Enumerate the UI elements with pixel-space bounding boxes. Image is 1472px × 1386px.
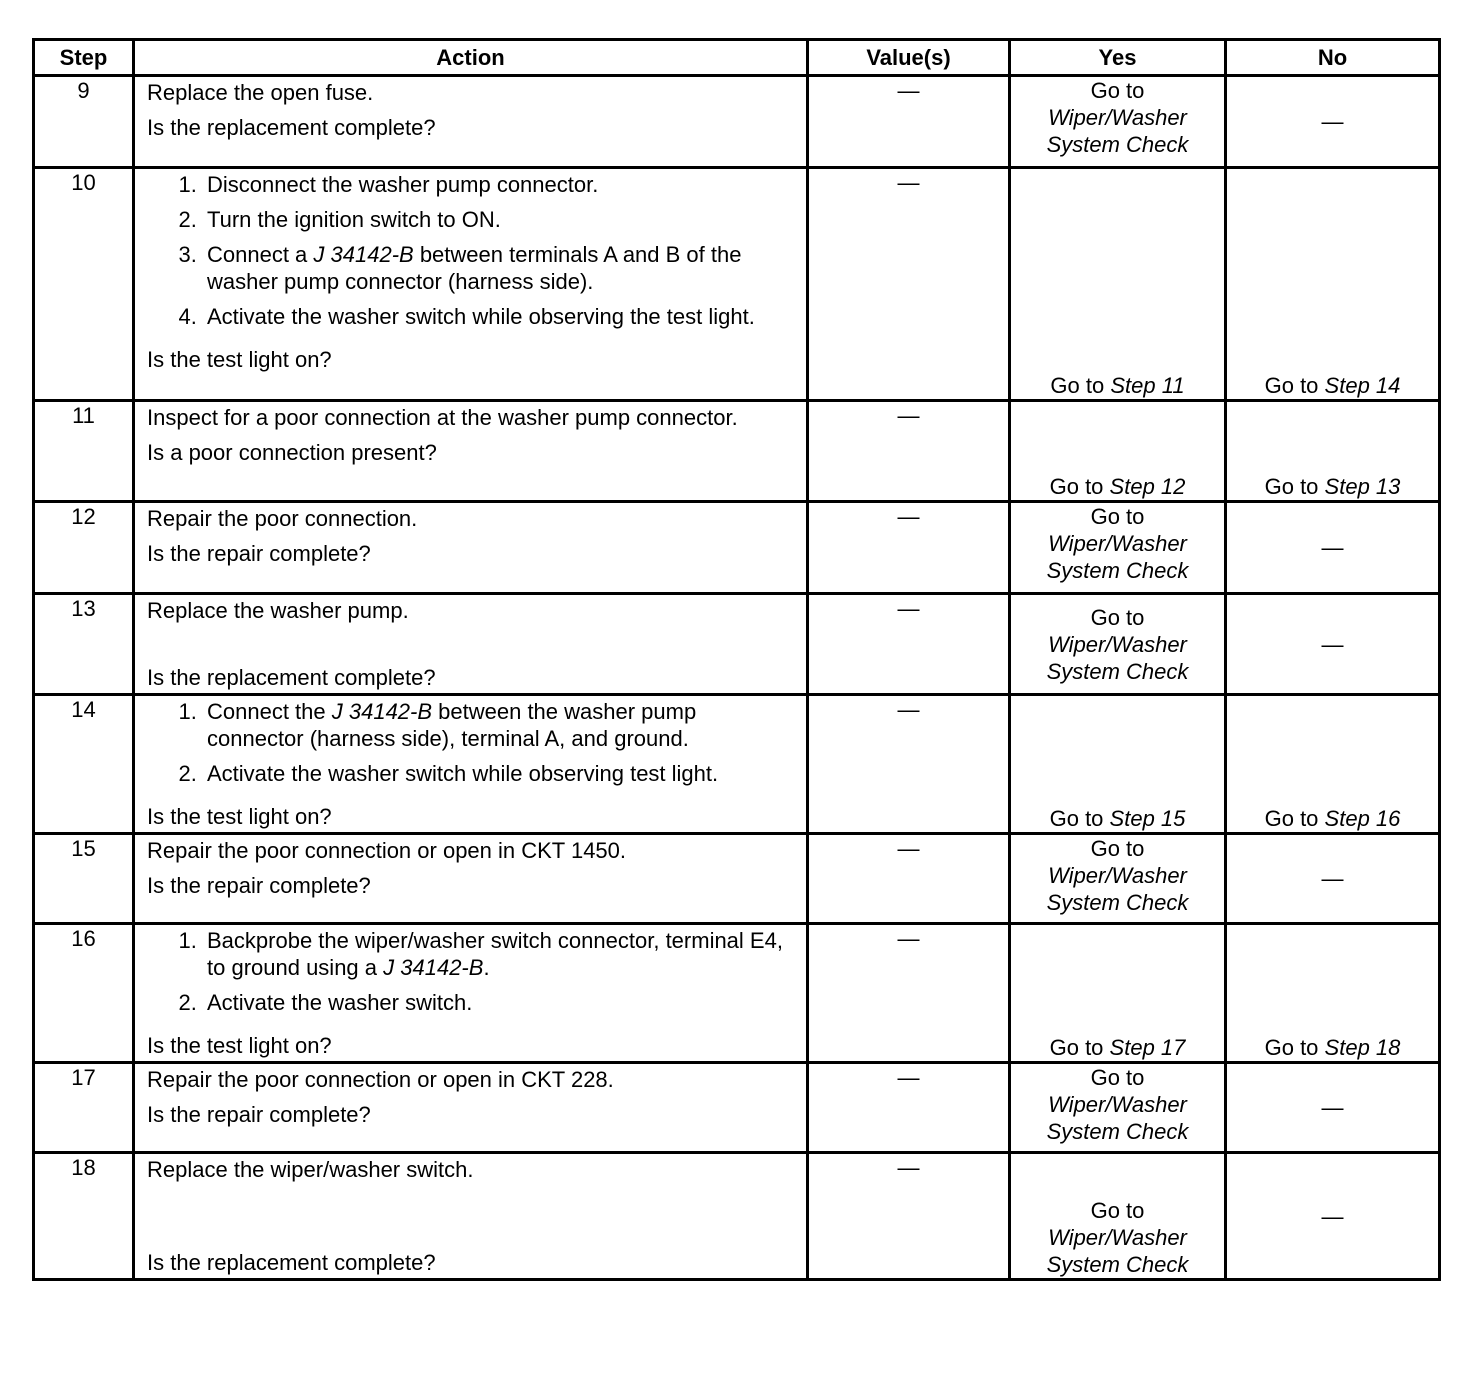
value-cell: —	[808, 168, 1010, 401]
yes-goto: Go to	[1090, 604, 1145, 630]
yes-ref-line2: System Check	[1046, 132, 1189, 157]
step-number: 9	[34, 76, 134, 168]
yes-cell	[1010, 1063, 1226, 1153]
yes-ref-line1: Wiper/Washer	[1048, 631, 1187, 657]
step-number: 17	[34, 1063, 134, 1153]
yes-cell	[1010, 924, 1226, 1063]
yes-ref-line1: Wiper/Washer	[1048, 531, 1187, 556]
tool-ref: J 34142-B	[383, 955, 484, 980]
header-action: Action	[134, 40, 808, 76]
action-list	[147, 698, 798, 795]
header-step: Step	[34, 40, 134, 76]
header-yes: Yes	[1010, 40, 1226, 76]
yes-cell	[1010, 502, 1226, 594]
value-cell: —	[808, 401, 1010, 502]
list-item: 2. Turn the ignition switch to ON.	[203, 206, 798, 233]
yes-goto: Go to	[1050, 373, 1105, 398]
table-row	[34, 924, 1440, 1063]
yes-goto: Go to	[1090, 1198, 1145, 1223]
action-text: Replace the washer pump.	[147, 598, 409, 623]
table-row	[34, 594, 1440, 695]
action-question: Is the test light on?	[147, 804, 332, 829]
yes-goto: Go to	[1090, 78, 1145, 103]
no-cell: —	[1226, 594, 1440, 695]
action-cell	[134, 1153, 808, 1280]
action-cell	[134, 401, 808, 502]
yes-ref-line1: Wiper/Washer	[1048, 1092, 1187, 1117]
action-text: Inspect for a poor connection at the washer pump connector.	[147, 405, 738, 430]
table-row	[34, 76, 1440, 168]
action-text: Replace the open fuse.	[147, 80, 374, 105]
no-goto: Go to	[1264, 1035, 1319, 1060]
action-question: Is the repair complete?	[147, 1102, 371, 1127]
no-step-link: Step 14	[1324, 373, 1401, 398]
list-item: 4. Activate the washer switch while observing the test light.	[203, 303, 798, 330]
value-cell: —	[808, 594, 1010, 695]
step-number: 13	[34, 594, 134, 695]
table-row	[34, 1063, 1440, 1153]
yes-cell	[1010, 594, 1226, 695]
action-list	[147, 171, 798, 338]
action-cell	[134, 834, 808, 924]
step-number: 11	[34, 401, 134, 502]
yes-goto: Go to	[1090, 836, 1145, 861]
action-cell	[134, 594, 808, 695]
action-question: Is the repair complete?	[147, 873, 371, 898]
action-cell	[134, 76, 808, 168]
no-cell: —	[1226, 1153, 1440, 1280]
yes-cell	[1010, 168, 1226, 401]
action-question: Is the replacement complete?	[147, 1250, 436, 1275]
list-item: 3. Connect a J 34142-B between terminals A and B of the washer pump connector (harness side).	[203, 241, 798, 295]
no-goto: Go to	[1264, 474, 1319, 499]
no-cell: —	[1226, 1063, 1440, 1153]
yes-goto: Go to	[1090, 1065, 1145, 1090]
action-question: Is the test light on?	[147, 347, 332, 372]
yes-cell	[1010, 76, 1226, 168]
action-cell	[134, 168, 808, 401]
tool-ref: J 34142-B	[313, 242, 414, 267]
yes-step-link: Step 11	[1110, 373, 1185, 398]
step-number: 10	[34, 168, 134, 401]
action-text: Repair the poor connection or open in CKT 1450.	[147, 838, 627, 863]
table-row	[34, 834, 1440, 924]
no-goto: Go to	[1264, 806, 1319, 831]
value-cell: —	[808, 1063, 1010, 1153]
step-number: 14	[34, 695, 134, 834]
yes-ref-line2: System Check	[1046, 1119, 1189, 1144]
no-cell: —	[1226, 76, 1440, 168]
no-cell	[1226, 695, 1440, 834]
yes-cell	[1010, 695, 1226, 834]
yes-ref-line2: System Check	[1046, 658, 1189, 684]
no-cell	[1226, 401, 1440, 502]
action-question: Is the replacement complete?	[147, 115, 436, 140]
action-list	[147, 927, 798, 1024]
action-cell	[134, 502, 808, 594]
value-cell: —	[808, 834, 1010, 924]
yes-cell	[1010, 1153, 1226, 1280]
yes-ref-line2: System Check	[1046, 890, 1189, 915]
yes-goto: Go to	[1090, 504, 1145, 529]
no-cell: —	[1226, 502, 1440, 594]
value-cell: —	[808, 76, 1010, 168]
step-number: 12	[34, 502, 134, 594]
table-row	[34, 168, 1440, 401]
table-row	[34, 502, 1440, 594]
yes-goto: Go to	[1049, 806, 1104, 831]
yes-ref-line1: Wiper/Washer	[1048, 105, 1187, 130]
list-item: 2. Activate the washer switch while observing test light.	[203, 760, 798, 787]
table-row	[34, 401, 1440, 502]
action-cell	[134, 695, 808, 834]
table-row	[34, 695, 1440, 834]
yes-step-link: Step 12	[1109, 474, 1186, 499]
yes-cell	[1010, 834, 1226, 924]
action-question: Is the repair complete?	[147, 541, 371, 566]
action-cell	[134, 924, 808, 1063]
list-item: 2. Activate the washer switch.	[203, 989, 798, 1016]
action-text: Repair the poor connection or open in CKT 228.	[147, 1067, 614, 1092]
list-item: 1. Disconnect the washer pump connector.	[203, 171, 798, 198]
step-number: 15	[34, 834, 134, 924]
action-question: Is a poor connection present?	[147, 440, 437, 465]
tool-ref: J 34142-B	[331, 699, 433, 724]
diagnostic-table	[32, 38, 1441, 1281]
action-text: Repair the poor connection.	[147, 506, 418, 531]
yes-ref-line1: Wiper/Washer	[1048, 863, 1187, 888]
header-no: No	[1226, 40, 1440, 76]
value-cell: —	[808, 502, 1010, 594]
step-number: 18	[34, 1153, 134, 1280]
yes-ref-line2: System Check	[1046, 1252, 1189, 1277]
step-number: 16	[34, 924, 134, 1063]
no-step-link: Step 16	[1324, 806, 1401, 831]
value-cell: —	[808, 695, 1010, 834]
value-cell: —	[808, 1153, 1010, 1280]
list-item: 1. Connect the J 34142-B between the washer pump connector (harness side), terminal A, and ground.	[203, 698, 798, 752]
no-cell	[1226, 924, 1440, 1063]
yes-goto: Go to	[1049, 474, 1104, 499]
action-text: Replace the wiper/washer switch.	[147, 1157, 474, 1182]
yes-cell	[1010, 401, 1226, 502]
no-cell: —	[1226, 834, 1440, 924]
action-question: Is the replacement complete?	[147, 665, 436, 690]
action-cell	[134, 1063, 808, 1153]
yes-ref-line2: System Check	[1046, 558, 1189, 583]
yes-goto: Go to	[1049, 1035, 1104, 1060]
yes-step-link: Step 15	[1109, 806, 1186, 831]
header-values: Value(s)	[808, 40, 1010, 76]
header-row	[34, 40, 1440, 76]
table-row	[34, 1153, 1440, 1280]
no-step-link: Step 13	[1324, 474, 1401, 499]
no-goto: Go to	[1264, 373, 1319, 398]
yes-step-link: Step 17	[1109, 1035, 1186, 1060]
list-item: 1. Backprobe the wiper/washer switch connector, terminal E4, to ground using a J 34142-B.	[203, 927, 798, 981]
action-question: Is the test light on?	[147, 1033, 332, 1058]
no-step-link: Step 18	[1324, 1035, 1401, 1060]
value-cell: —	[808, 924, 1010, 1063]
yes-ref-line1: Wiper/Washer	[1048, 1225, 1187, 1250]
no-cell	[1226, 168, 1440, 401]
